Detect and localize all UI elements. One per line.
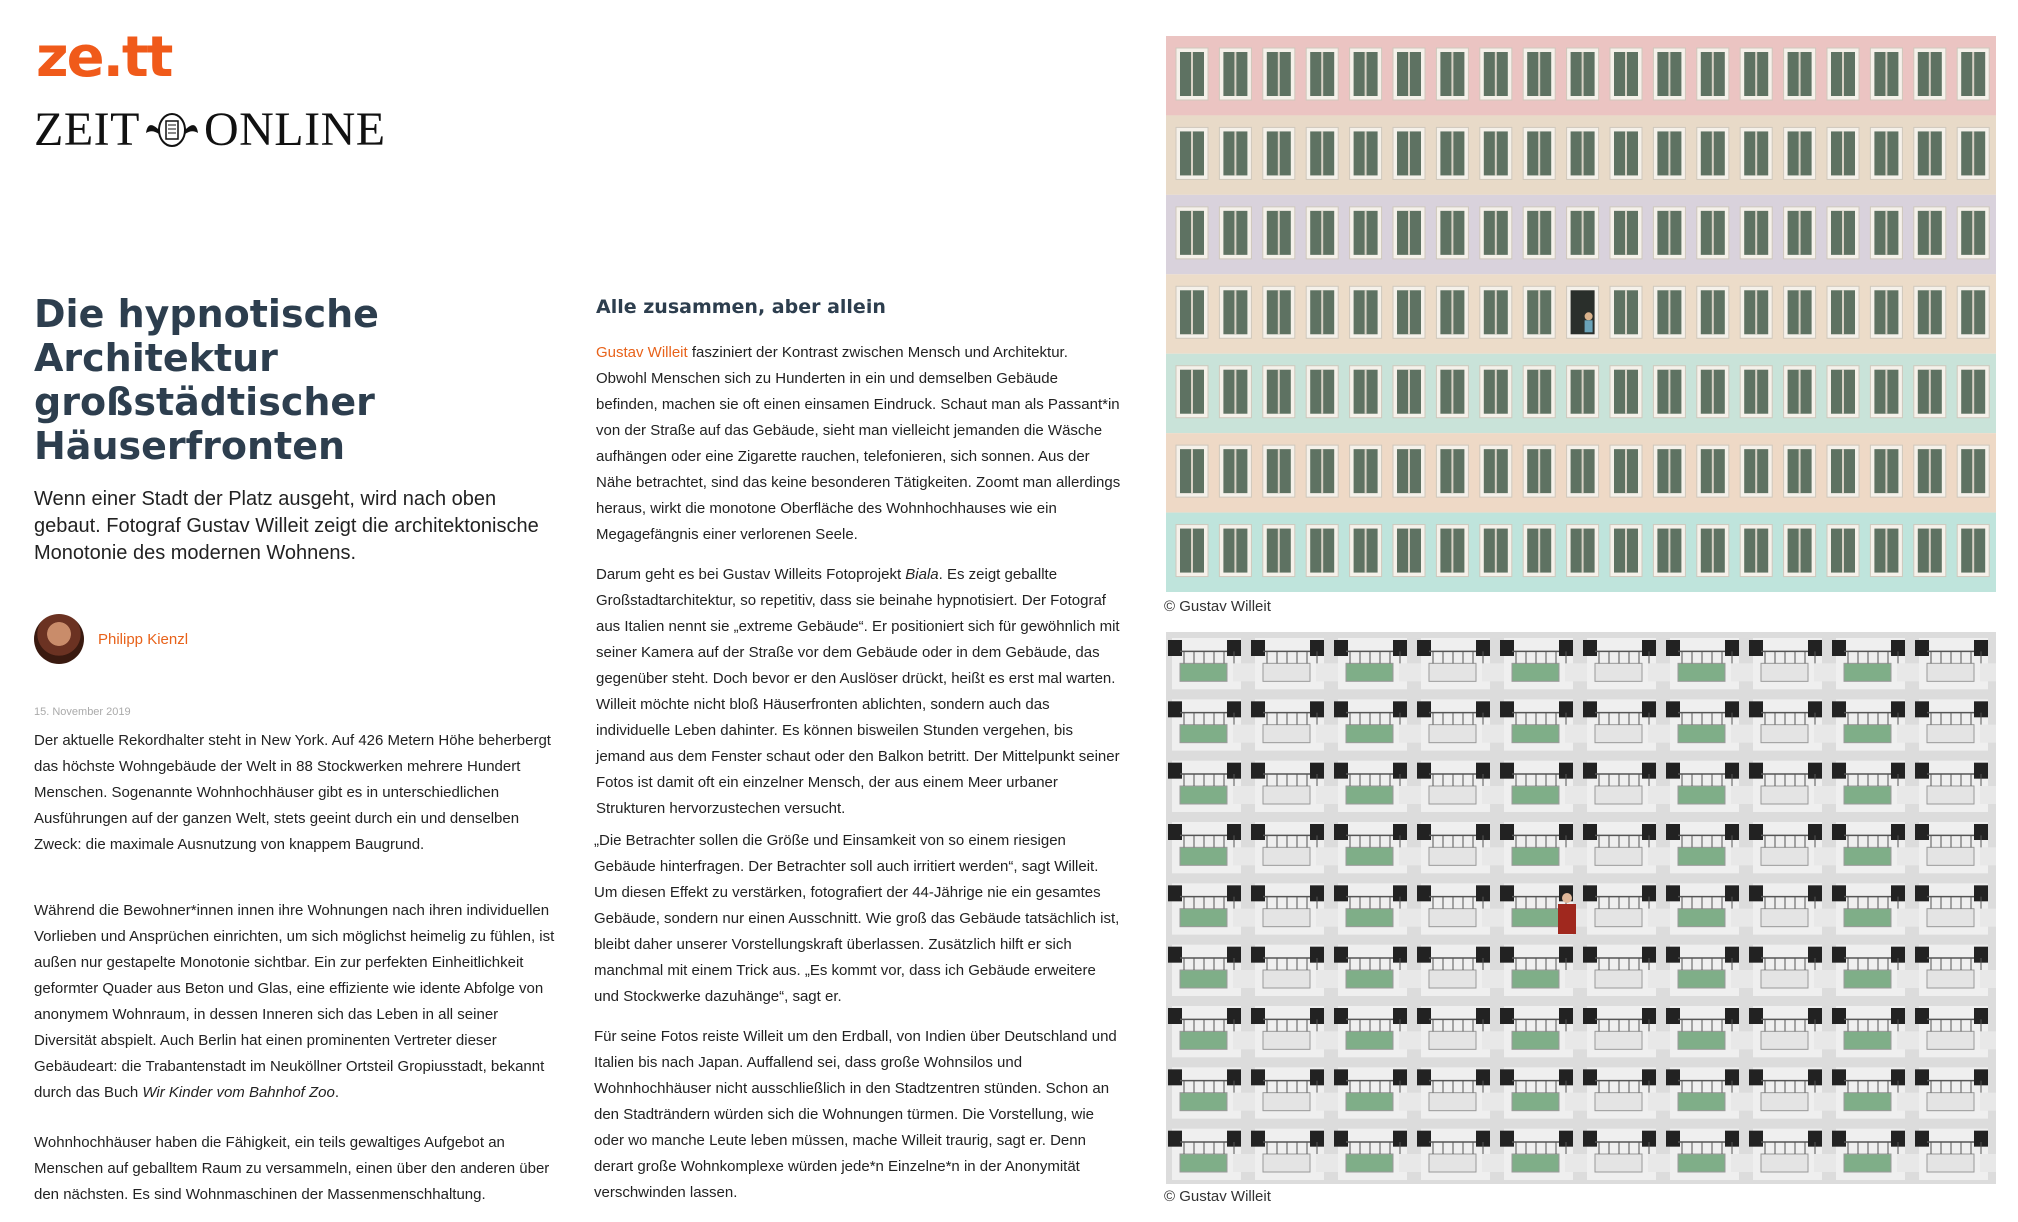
paragraph-2-end: . xyxy=(334,1084,340,1101)
author-name-link[interactable]: Philipp Kienzl xyxy=(98,630,189,648)
facade-windows-image xyxy=(1166,36,1996,592)
photo-credit-1: © Gustav Willeit xyxy=(1164,598,1271,615)
section-heading: Alle zusammen, aber allein xyxy=(596,296,886,318)
author-avatar[interactable] xyxy=(34,614,84,664)
project-title: Biala xyxy=(905,566,939,583)
facade-photo-balconies[interactable] xyxy=(1166,632,1996,1184)
paragraph-1: Der aktuelle Rekordhalter steht in New York. Auf 426 Metern Höhe beherbergt das höchste Wohngebäude der Welt in 88 Stockwerken mehrere Hundert Menschen. Sogenannte Wohnhochhäuser gibt es in unterschiedlichen Ausführungen auf der ganzen Welt, stets geeint durch ein und denselben Zweck: die maximale Ausnutzung von knappem Baugrund. xyxy=(34,732,551,853)
paragraph-5-rest: . Es zeigt geballte Großstadtarchitektur, so repetitiv, dass sie beinahe hypnotisiert. Der Fotograf aus Italien nennt sie „extreme Gebäude“. Er positioniert sich für gewöhnlich mit seiner Kamera auf der Straße vor dem Gebäude oder in dem Gebäude, das gegenüber steht. Doch bevor er den Auslöser drückt, heißt es erst mal warten. Willeit möchte nicht bloß Häuserfronten ablichten, sondern auch das individuelle Leben dahinter. Es können bisweilen Stunden vergehen, bis jemand aus dem Fenster schaut oder den Balkon betritt. Der Mittelpunkt seiner Fotos ist damit oft ein einzelner Mensch, der aus einem Meer urbaner Strukturen hervorzustechen versucht. xyxy=(596,566,1120,817)
paragraph-5 xyxy=(596,562,1122,822)
photo-credit-2: © Gustav Willeit xyxy=(1164,1188,1271,1205)
publish-date: 15. November 2019 xyxy=(34,706,131,718)
paragraph-2 xyxy=(34,898,562,1106)
facade-balconies-image xyxy=(1166,632,1996,1184)
photographer-link[interactable]: Gustav Willeit xyxy=(596,344,688,361)
paragraph-2-text: Während die Bewohner*innen innen ihre Wohnungen nach ihren individuellen Vorlieben und Ansprüchen einrichten, um sich möglichst heimelig zu fühlen, ist außen nur gestapelte Monotonie sichtbar. Ein zur perfekten Einheitlichkeit geformter Quader aus Beton und Glas, eine effiziente wie idente Abfolge von anonymem Wohnraum, in dessen Inneren sich das Leben in all seiner Diversität abspielt. Auch Berlin hat einen prominenten Vertreter dieser Gebäudeart: die Trabantenstadt im Neuköllner Ortsteil Gropiusstadt, bekannt durch das Buch xyxy=(34,902,555,1101)
zeit-wordmark: ZEIT xyxy=(34,103,140,156)
zeit-online-logo[interactable] xyxy=(34,103,386,156)
eagle-seal-icon xyxy=(144,109,200,151)
paragraph-4 xyxy=(596,340,1122,548)
book-title: Wir Kinder vom Bahnhof Zoo xyxy=(142,1084,335,1101)
paragraph-4-text: fasziniert der Kontrast zwischen Mensch und Architektur. Obwohl Menschen sich zu Hunderten in ein und demselben Gebäude befinden, machen sie oft einen einsamen Eindruck. Schaut man als Passant*in von der Straße auf das Gebäude, sieht man vielleicht jemanden die Wäsche aufhängen oder eine Zigarette rauchen, telefonieren, sich sonnen. Aus der Nähe betrachtet, sind das keine besonderen Tätigkeiten. Zoomt man allerdings heraus, wirkt die monotone Oberfläche des Wohnhochhauses wie ein Megagefängnis einer verlorenen Seele. xyxy=(596,344,1121,543)
paragraph-7: Für seine Fotos reiste Willeit um den Erdball, von Indien über Deutschland und Italien bis nach Japan. Auffallend sei, dass große Wohnsilos und Wohnhochhäuser nicht ausschließlich in den Stadtzentren stünden. Schon an den Stadträndern würden sich die Wohnungen türmen. Die Vorstellung, wie oder wo manche Leute leben müssen, mache Willeit traurig, sagt er. Denn derart große Wohnkomplexe würden jede*n Einzelne*n in der Anonymität verschwinden lassen. xyxy=(594,1028,1117,1201)
zett-logo[interactable]: ze.tt xyxy=(36,25,172,90)
author-byline[interactable] xyxy=(34,614,188,664)
paragraph-3: Wohnhochhäuser haben die Fähigkeit, ein teils gewaltiges Aufgebot an Menschen auf geballtem Raum zu versammeln, einen über den anderen über den nächsten. Es sind Wohnmaschinen der Massenmenschhaltung. xyxy=(34,1134,550,1203)
paragraph-5-text: Darum geht es bei Gustav Willeits Fotoprojekt xyxy=(596,566,906,583)
online-wordmark: ONLINE xyxy=(203,103,386,156)
article-title: Die hypnotische Architektur großstädtischer Häuserfronten xyxy=(34,292,379,468)
paragraph-6: „Die Betrachter sollen die Größe und Einsamkeit von so einem riesigen Gebäude hinterfragen. Der Betrachter soll auch irritiert werden“, sagt Willeit. Um diesen Effekt zu verstärken, fotografiert der 44-Jährige nie ein gesamtes Gebäude, sondern nur einen Ausschnitt. Wie groß das Gebäude tatsächlich ist, bleibt daher unserer Vorstellungskraft überlassen. Zusätzlich hilft er sich manchmal mit einem Trick aus. „Es kommt vor, dass ich Gebäude erweitere und Stockwerke dazuhänge“, sagt er. xyxy=(594,832,1120,1005)
article-lede: Wenn einer Stadt der Platz ausgeht, wird nach oben gebaut. Fotograf Gustav Willeit zeigt die architektonische Monotonie des modernen Wohnens. xyxy=(34,488,539,564)
facade-photo-windows[interactable] xyxy=(1166,36,1996,592)
